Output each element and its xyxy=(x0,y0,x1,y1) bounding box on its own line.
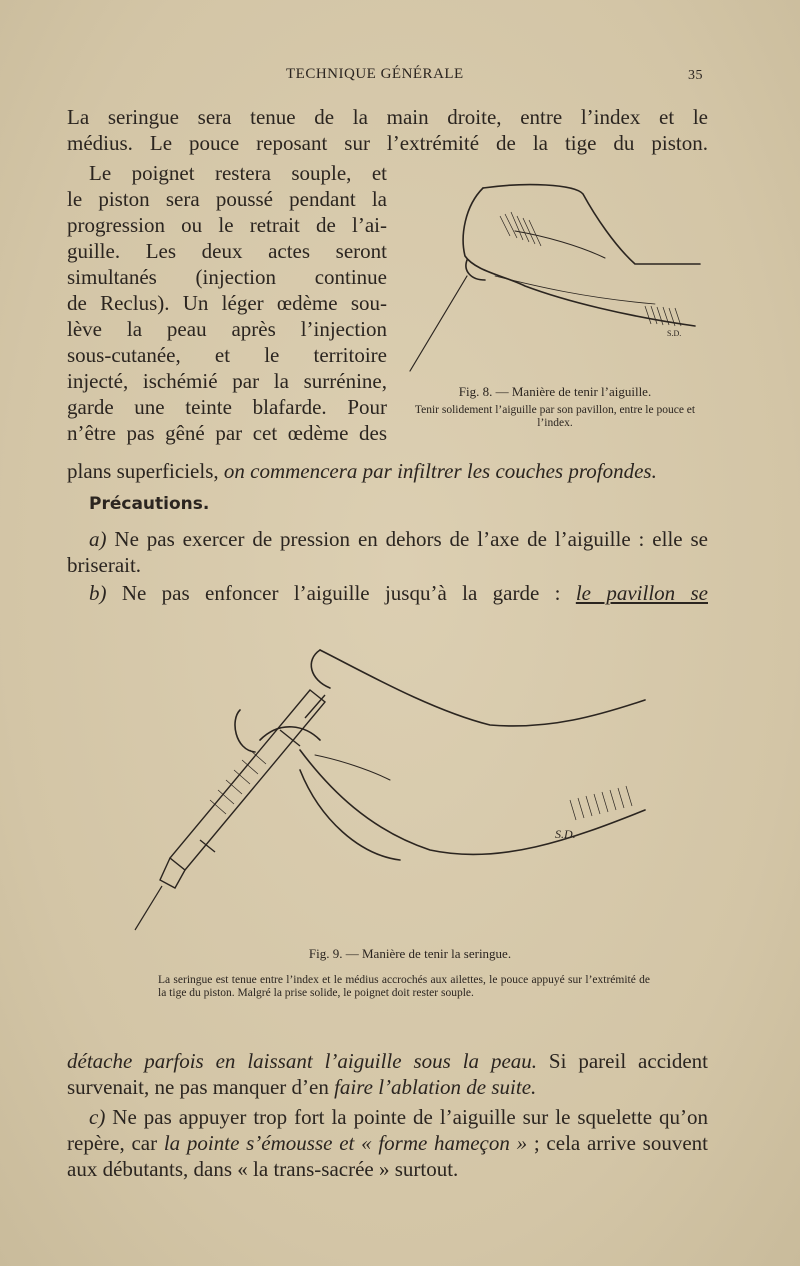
wrap-line: garde une teinte blafarde. Pour xyxy=(67,395,387,419)
continuation-paragraph xyxy=(67,1048,708,1100)
wrap-line: lève la peau après l’injection xyxy=(67,317,387,341)
precaution-c xyxy=(67,1104,708,1182)
wrapped-paragraph xyxy=(67,160,387,446)
full-line-text: plans superficiels, xyxy=(67,459,224,483)
wrap-line: Le poignet restera souple, et xyxy=(89,161,387,185)
running-header xyxy=(0,66,800,90)
fig8-signature: S.D. xyxy=(667,329,682,338)
intro-paragraph xyxy=(67,104,708,156)
text-b-italic: le pavillon se xyxy=(575,581,708,605)
wrap-line: sous-cutanée, et le territoire xyxy=(67,343,387,367)
wrap-line: n’être pas gêné par cet œdème des xyxy=(67,421,387,445)
label-b: b) xyxy=(89,581,107,605)
fig9-signature: S.D. xyxy=(555,827,576,841)
fig8-title: Fig. 8. — Manière de tenir l’aiguille. xyxy=(458,384,652,399)
full-line xyxy=(67,458,708,484)
wrap-line: de Reclus). Un léger œdème sou- xyxy=(67,291,387,315)
text-c: Ne pas appuyer trop fort la pointe de l’aiguille sur le squelette qu’on repère, car xyxy=(67,1105,708,1155)
intro-line-1: La seringue sera tenue de la main droite, entre l’index et le xyxy=(67,105,708,129)
cont-italic: détache parfois en laissant l’aiguille sous la peau. xyxy=(67,1049,538,1073)
cont-italic-2: faire l’ablation de suite. xyxy=(334,1075,537,1099)
wrap-line: injecté, ischémié par la surrénine, xyxy=(67,369,387,393)
figure-8-hand-needle xyxy=(405,176,705,376)
cont-text: Si pareil accident survenait, ne pas manquer d’en xyxy=(67,1049,709,1099)
label-c: c) xyxy=(89,1105,106,1129)
text-a: Ne pas exercer de pression en dehors de l’axe de l’aiguille : elle se briserait. xyxy=(67,527,708,577)
precaution-a xyxy=(67,526,708,578)
full-line-italic: on commencera par infiltrer les couches profondes. xyxy=(223,459,657,483)
label-a: a) xyxy=(89,527,107,551)
figure-9-hand-syringe xyxy=(130,640,650,940)
wrap-line: progression ou le retrait de l’ai- xyxy=(67,213,387,237)
precaution-b xyxy=(67,580,708,606)
text-c-italic: la pointe s’émousse et « forme hameçon » xyxy=(163,1131,528,1155)
wrap-line: le piston sera poussé pendant la xyxy=(67,187,387,211)
text-c-2: ; cela arrive souvent aux débutants, dans « la trans-sacrée » surtout. xyxy=(67,1131,708,1181)
fig9-caption: La seringue est tenue entre l’index et le médius accrochés aux ailettes, le pouce appuyé sur l’extrémité de la tige du piston. Malgré la prise solide, le poignet doit rester souple. xyxy=(158,974,650,999)
fig9-title: Fig. 9. — Manière de tenir la seringue. xyxy=(308,946,512,961)
header-title: TECHNIQUE GÉNÉRALE xyxy=(286,66,464,82)
wrap-line: guille. Les deux actes seront xyxy=(67,239,387,263)
page-number: 35 xyxy=(688,68,703,83)
fig8-caption: Tenir solidement l’aiguille par son pavillon, entre le pouce et l’index. xyxy=(414,404,696,429)
intro-line-2: médius. Le pouce reposant sur l’extrémité de la tige du piston. xyxy=(67,131,708,155)
precautions-heading: Précautions. xyxy=(89,494,210,514)
wrap-line: simultanés (injection continue xyxy=(67,265,387,289)
text-b: Ne pas enfoncer l’aiguille jusqu’à la garde : xyxy=(106,581,576,605)
